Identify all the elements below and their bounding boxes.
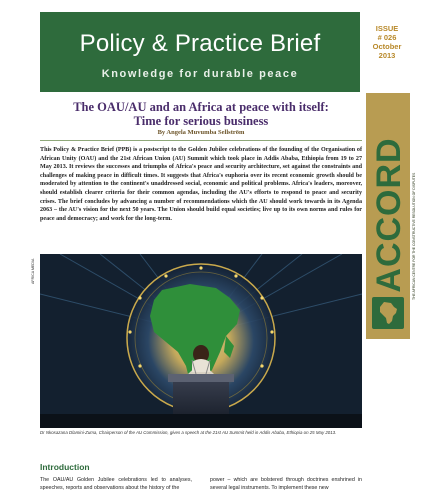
article-headline bbox=[40, 100, 362, 128]
byline: By Angela Muvumba Sellström bbox=[157, 129, 245, 136]
africa-logo-icon bbox=[372, 297, 404, 329]
issue-month: October bbox=[372, 42, 402, 51]
divider bbox=[40, 140, 362, 141]
accord-tagline: THE AFRICAN CENTRE FOR THE CONSTRUCTIVE RESOLUTION OF DISPUTES bbox=[412, 172, 416, 300]
intro-column-left: The OAU/AU Golden Jubilee celebrations led to analyses, speeches, reports and observations about the history of the bbox=[40, 477, 192, 491]
summit-photo bbox=[40, 254, 362, 428]
photo-caption: Dr Nkosazana Dlamini-Zuma, Chairperson of the AU Commission, gives a speech at the 21st AU Summit held in Addis Ababa, Ethiopia on 25 May 2013. bbox=[40, 430, 337, 435]
accord-sidebar bbox=[366, 93, 410, 339]
masthead-title: Policy & Practice Brief bbox=[79, 30, 321, 57]
masthead bbox=[40, 12, 360, 92]
abstract-paragraph: This Policy & Practice Brief (PPB) is a postscript to the Golden Jubilee celebrations of the founding of the Organisation of African Unity (OAU) and the 21st African Union (AU) Summit which took place in Addis Ababa, Ethiopia from 19 to 27 May 2013. It reviews the successes and triumphs of Africa's peace and security architecture, set against the constraints and challenges of making peace in difficult times. It suggests that Africa's euphoria over its recent economic growth should be moderated by attention to the continent's unaddressed social, economic and political problems. Africa's leaders, moreover, should establish clearer criteria for their common agendas, including the AU's efforts to respond to peace and security crises. The brief concludes by advancing a number of recommendations which the AU should work towards in its Agenda 2063 – the AU's vision for the next 50 years. The Union should build equal societies; live up to its own norms and rules for peace and democracy; and work for the long-term. bbox=[40, 147, 362, 222]
intro-column-right: power – which are bolstered through doctrines enshrined in several legal instruments. To implement these new bbox=[210, 477, 362, 491]
masthead-subtitle: Knowledge for durable peace bbox=[101, 68, 299, 80]
issue-info bbox=[362, 24, 412, 60]
issue-number: # 026 bbox=[377, 33, 397, 42]
headline-line-2: Time for serious business bbox=[133, 114, 269, 128]
introduction-heading: Introduction bbox=[40, 462, 90, 472]
issue-year: 2013 bbox=[378, 51, 396, 60]
accord-logo-text: ACCORD bbox=[370, 137, 408, 293]
photo-credit: AFRICA MEDIA bbox=[31, 258, 35, 284]
issue-label: ISSUE bbox=[375, 24, 399, 33]
headline-line-1: The OAU/AU and an Africa at peace with itself: bbox=[73, 100, 329, 114]
